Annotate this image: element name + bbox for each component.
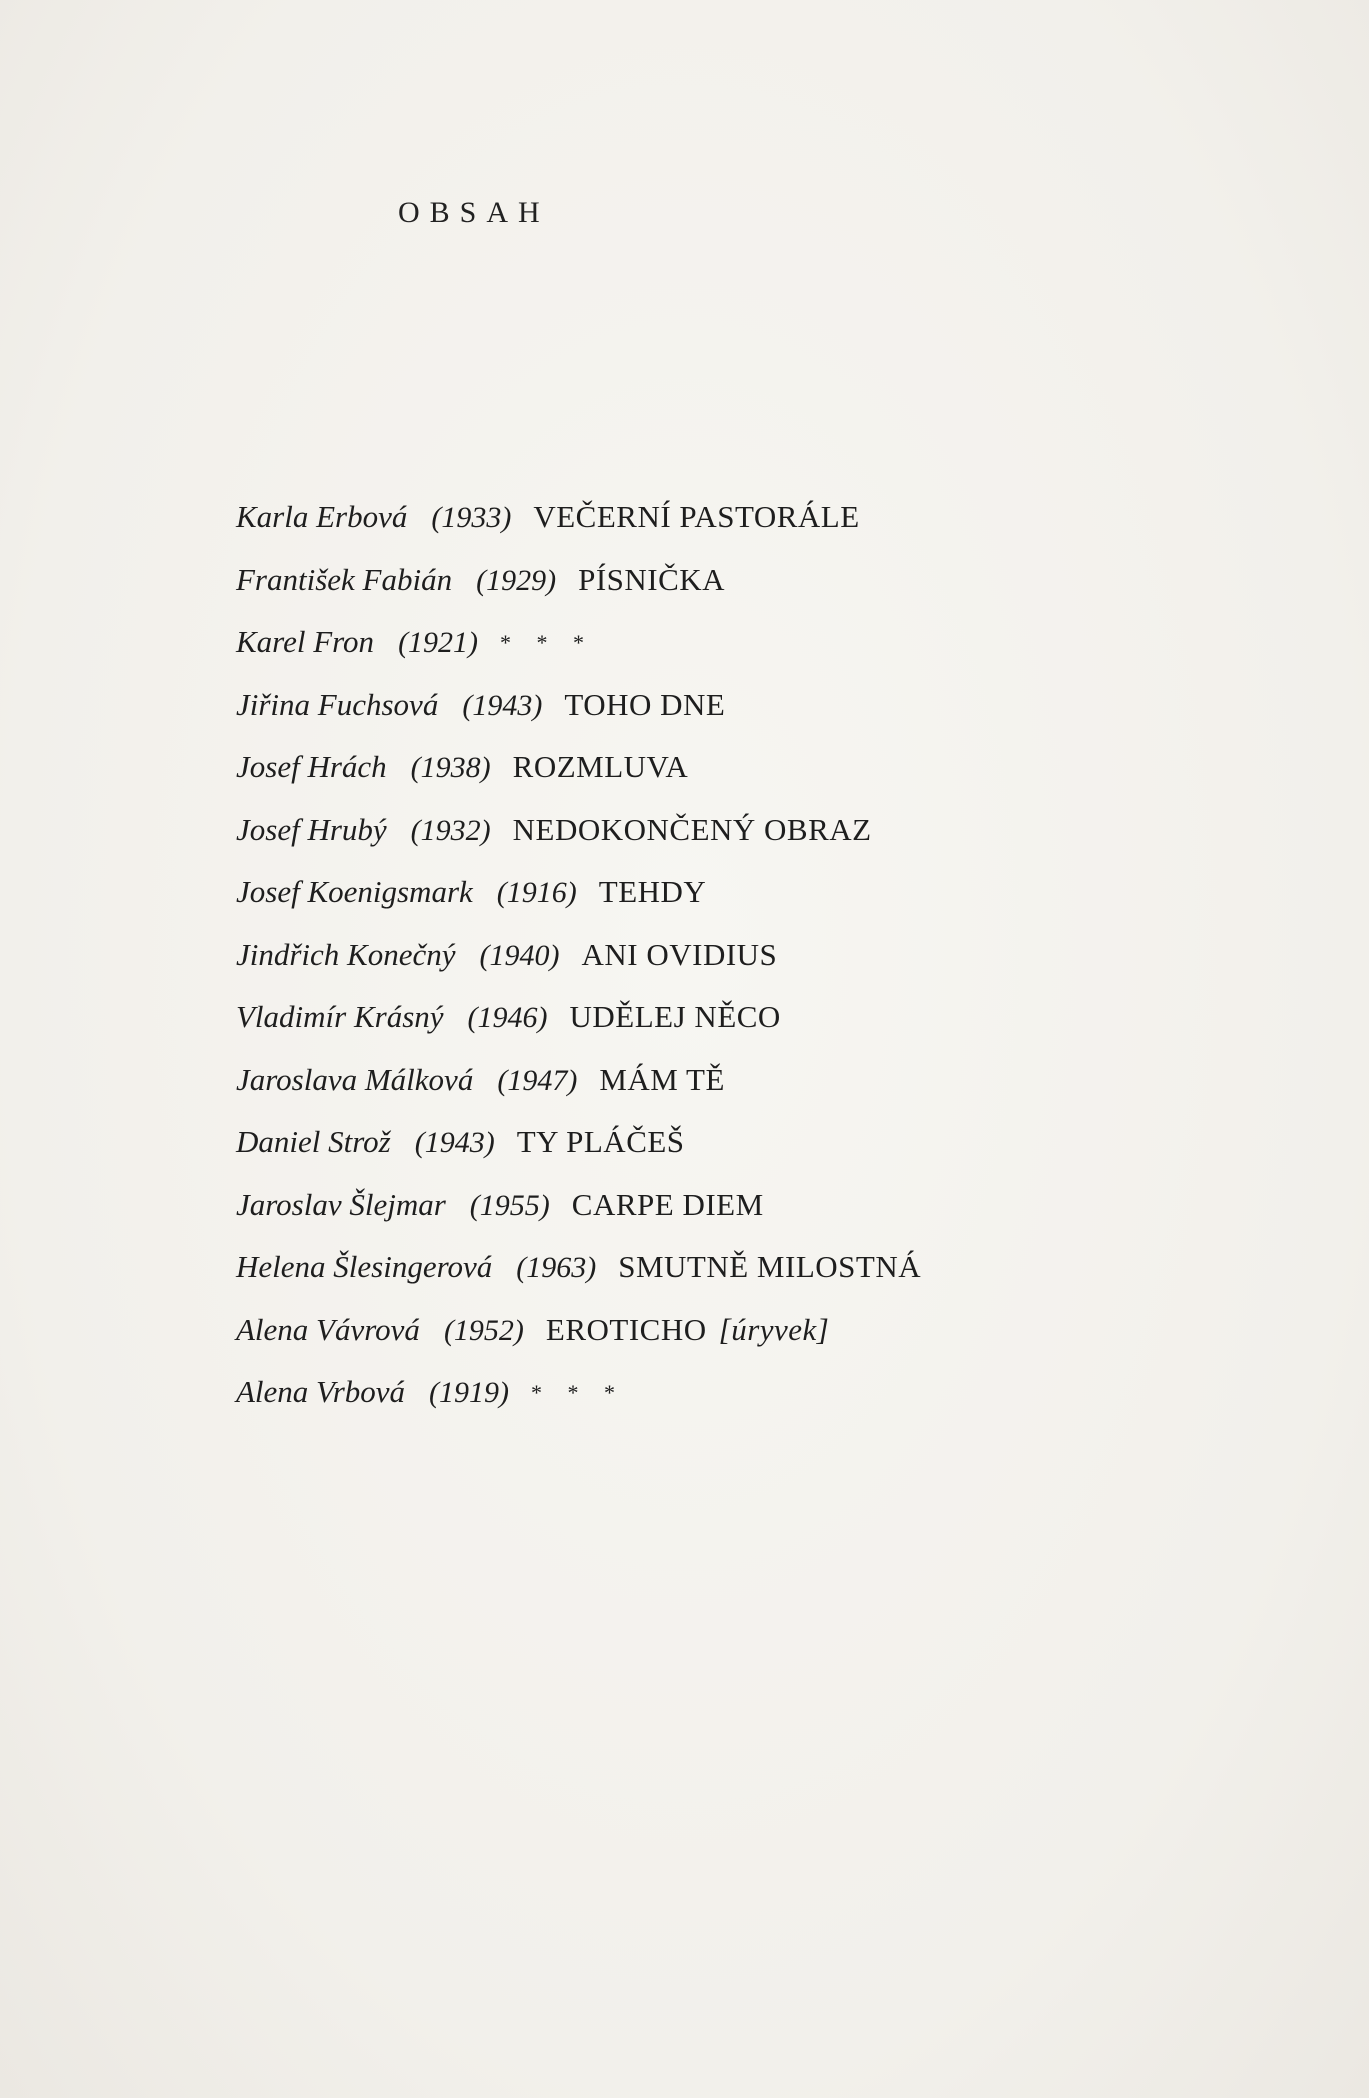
entry-year: (1952) [443,1313,524,1347]
entry-title-asterisks: * * * [531,1380,626,1405]
entry-author: Jiřina Fuchsová [236,686,439,722]
toc-entry [236,803,921,866]
entry-title: TOHO DNE [564,686,726,722]
toc-entry [236,1303,921,1366]
entry-author: Josef Hrách [236,749,387,784]
entry-title: ROZMLUVA [512,749,689,784]
entry-title: MÁM TĚ [599,1061,725,1097]
entry-author: Jaroslava Málková [236,1061,474,1097]
toc-entry [236,1115,921,1178]
entry-year: (1963) [516,1251,597,1284]
entry-title [546,1303,829,1357]
toc-entry [236,928,921,991]
entry-note: [úryvek] [718,1311,830,1347]
toc-entry [236,1053,921,1116]
entry-year: (1946) [467,1001,548,1034]
table-of-contents [236,490,921,1428]
entry-title-asterisks: * * * [500,630,595,655]
toc-entry [236,678,921,741]
toc-entry [236,1178,921,1241]
toc-entry [236,990,921,1053]
entry-year: (1940) [479,938,560,972]
entry-title: TEHDY [598,874,707,909]
entry-title: SMUTNĚ MILOSTNÁ [618,1249,922,1284]
page-title: OBSAH [398,196,550,229]
entry-title: UDĚLEJ NĚCO [569,999,781,1034]
entry-author: Jindřich Konečný [236,936,456,972]
entry-title-text: EROTICHO [545,1311,707,1347]
entry-year: (1921) [398,626,479,659]
entry-year: (1943) [462,688,543,722]
toc-entry [236,1365,921,1428]
entry-title: PÍSNIČKA [578,561,726,597]
toc-entry [236,865,921,928]
entry-author: František Fabián [236,561,453,597]
entry-title: ANI OVIDIUS [581,936,778,972]
entry-author: Daniel Strož [236,1124,391,1159]
entry-year: (1932) [410,813,491,847]
entry-title: NEDOKONČENÝ OBRAZ [512,811,872,847]
entry-author: Karla Erbová [236,499,408,534]
toc-entry [236,1240,921,1303]
entry-author: Alena Vávrová [236,1311,420,1347]
toc-entry [236,740,921,803]
entry-title: CARPE DIEM [571,1186,764,1222]
toc-entry [236,553,921,616]
entry-author: Jaroslav Šlejmar [236,1186,446,1222]
entry-author: Josef Koenigsmark [236,874,473,909]
entry-author: Helena Šlesingerová [236,1249,493,1284]
entry-author: Josef Hrubý [236,811,387,847]
toc-entry [236,490,921,553]
entry-author: Vladimír Krásný [236,999,444,1034]
toc-entry [236,615,921,678]
entry-year: (1919) [429,1376,510,1409]
entry-title: VEČERNÍ PASTORÁLE [533,499,860,534]
entry-year: (1955) [469,1188,550,1222]
entry-author: Karel Fron [236,624,375,659]
entry-year: (1947) [497,1063,578,1097]
entry-year: (1943) [414,1126,495,1159]
entry-author: Alena Vrbová [236,1374,406,1409]
entry-year: (1916) [496,876,577,909]
entry-year: (1929) [476,563,557,597]
entry-title: TY PLÁČEŠ [516,1124,685,1159]
entry-year: (1938) [410,751,491,784]
entry-year: (1933) [431,501,512,534]
